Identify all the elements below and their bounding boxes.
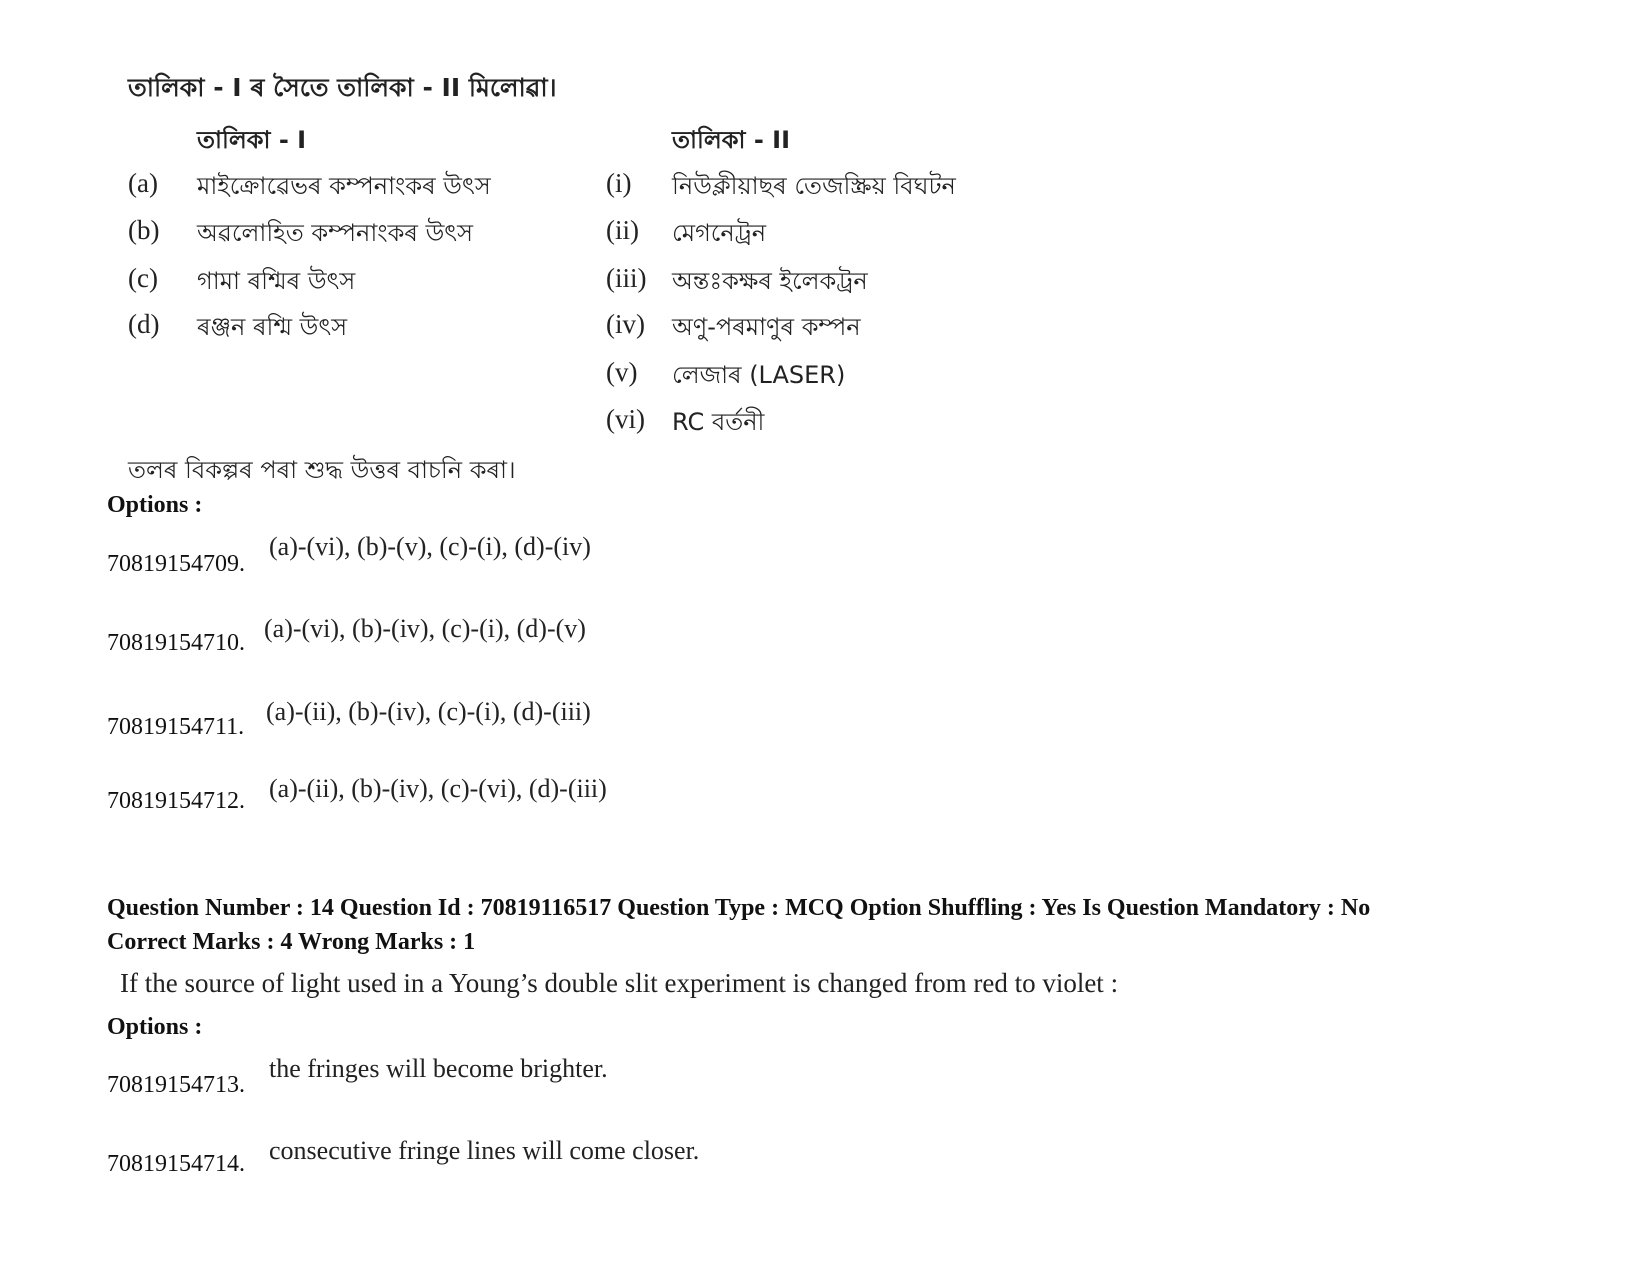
- marks-info: Correct Marks : 4 Wrong Marks : 1: [107, 929, 476, 955]
- option-id: 70819154711.: [107, 714, 245, 740]
- list2-label: (v): [606, 357, 638, 387]
- list2-item: অন্তঃকক্ষৰ ইলেকট্ৰন: [672, 267, 868, 295]
- list1-item: মাইক্ৰোৱেভৰ কম্পনাংকৰ উৎস: [197, 172, 491, 200]
- option-id: 70819154712.: [107, 788, 245, 814]
- option-id: 70819154709.: [107, 551, 245, 577]
- list2-label: (iii): [606, 263, 647, 293]
- options-label: Options :: [107, 492, 203, 518]
- question-text: If the source of light used in a Young’s double slit experiment is changed from red to violet :: [120, 968, 1119, 998]
- option-text[interactable]: the fringes will become brighter.: [269, 1054, 608, 1083]
- list2-item: লেজাৰ (LASER): [672, 361, 846, 389]
- list1-heading: তালিকা - I: [197, 126, 307, 154]
- question-meta: Question Number : 14 Question Id : 70819116517 Question Type : MCQ Option Shuffling : Yes Is Question Mandatory : No: [107, 895, 1371, 921]
- list2-item: নিউক্লীয়াছৰ তেজস্ক্ৰিয় বিঘটন: [672, 172, 956, 200]
- match-instruction: তালিকা - I ৰ সৈতে তালিকা - II মিলোৱা।: [128, 73, 557, 102]
- list1-item: ৰঞ্জন ৰশ্মি উৎস: [197, 313, 348, 341]
- option-text[interactable]: (a)-(vi), (b)-(v), (c)-(i), (d)-(iv): [269, 532, 591, 561]
- option-id: 70819154713.: [107, 1072, 245, 1098]
- options-label: Options :: [107, 1014, 203, 1040]
- list2-label: (i): [606, 168, 632, 198]
- list1-label: (b): [128, 215, 160, 245]
- list2-heading: তালিকা - II: [672, 126, 790, 154]
- list2-label: (vi): [606, 404, 645, 434]
- list2-item: RC বৰ্তনী: [672, 408, 765, 436]
- list1-label: (c): [128, 263, 158, 293]
- choose-instruction: তলৰ বিকল্পৰ পৰা শুদ্ধ উত্তৰ বাচনি কৰা।: [128, 456, 516, 484]
- list1-item: অৱলোহিত কম্পনাংকৰ উৎস: [197, 219, 473, 247]
- list2-label: (iv): [606, 309, 645, 339]
- option-text[interactable]: consecutive fringe lines will come closer.: [269, 1136, 700, 1165]
- list2-item: মেগনেট্ৰন: [672, 219, 767, 247]
- list2-item: অণু-পৰমাণুৰ কম্পন: [672, 313, 861, 341]
- list2-label: (ii): [606, 215, 639, 245]
- option-text[interactable]: (a)-(vi), (b)-(iv), (c)-(i), (d)-(v): [264, 614, 586, 643]
- option-text[interactable]: (a)-(ii), (b)-(iv), (c)-(vi), (d)-(iii): [269, 774, 607, 803]
- option-id: 70819154710.: [107, 630, 245, 656]
- option-text[interactable]: (a)-(ii), (b)-(iv), (c)-(i), (d)-(iii): [266, 697, 591, 726]
- list1-label: (d): [128, 309, 160, 339]
- option-id: 70819154714.: [107, 1151, 245, 1177]
- list1-item: গামা ৰশ্মিৰ উৎস: [197, 267, 356, 295]
- list1-label: (a): [128, 168, 158, 198]
